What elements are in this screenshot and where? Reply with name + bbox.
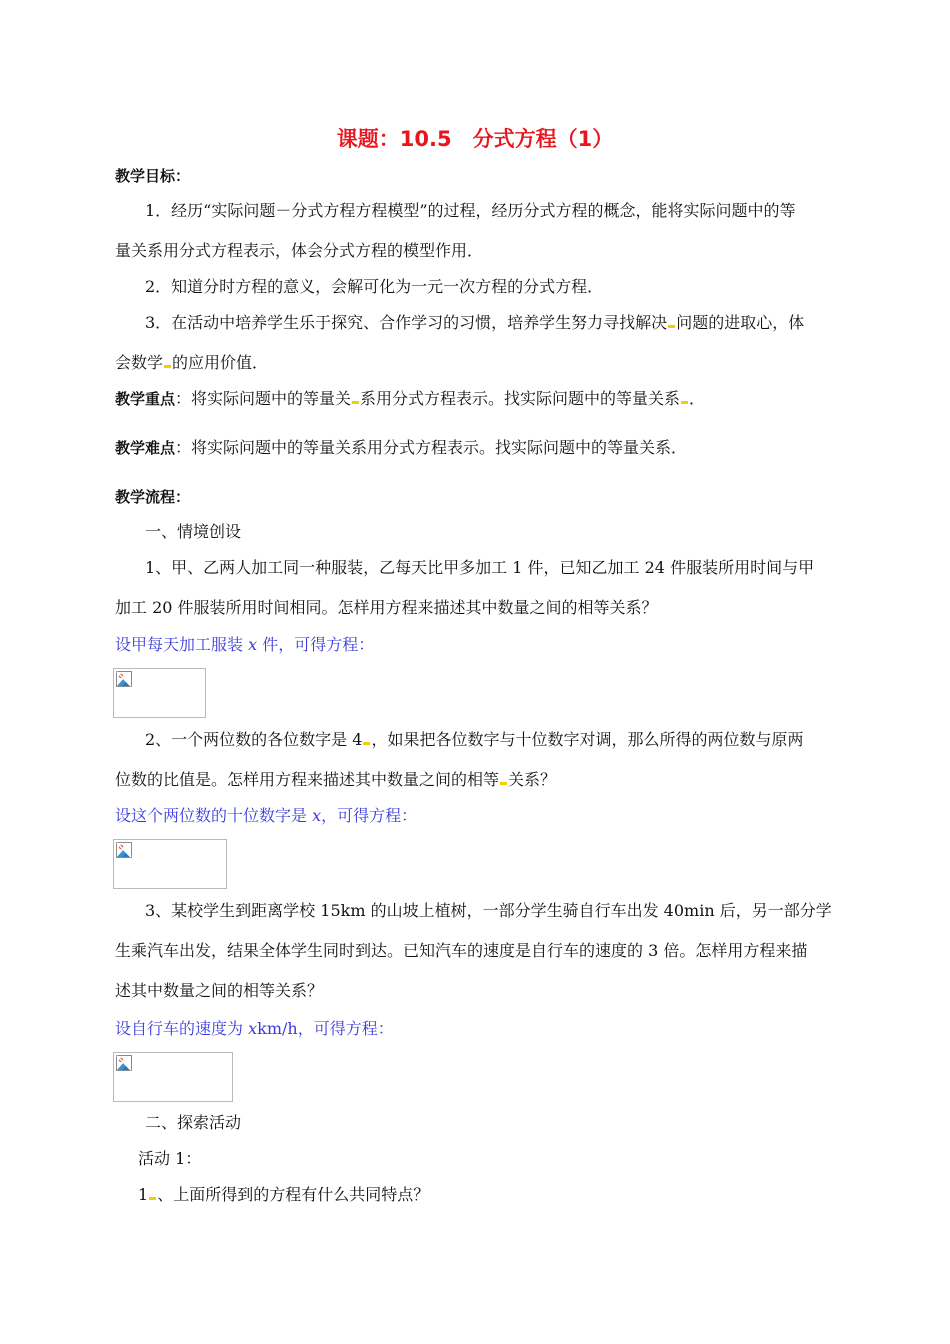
objective-3-text-d: 的应用价值． <box>172 353 269 372</box>
question-3-line-3: 述其中数量之间的相等关系？ <box>115 981 324 1000</box>
key-points-text-c: ． <box>689 389 706 408</box>
key-points-text-b: 系用分式方程表示。找实际问题中的等量关系 <box>360 389 681 408</box>
objective-3-text-c: 会数学 <box>115 353 164 372</box>
edit-mark <box>500 782 507 785</box>
question-2-text-d: 关系？ <box>508 770 557 789</box>
hint-text: km/h，可得方程： <box>257 1019 394 1038</box>
activity-1-question-1 <box>138 1185 429 1205</box>
edit-mark <box>363 742 370 745</box>
key-points-text-a: ：将实际问题中的等量关 <box>175 389 352 408</box>
difficulties-label: 教学难点 <box>115 439 176 457</box>
edit-mark <box>164 365 171 368</box>
equation-image-2 <box>113 839 227 889</box>
page-title: 课题：10.5 分式方程（1） <box>336 127 614 151</box>
objective-3-line-1 <box>145 313 804 333</box>
question-1-line-2: 加工 20 件服装所用时间相同。怎样用方程来描述其中数量之间的相等关系？ <box>115 598 658 617</box>
section-1-heading: 一、情境创设 <box>145 522 242 541</box>
hint-text: 设自行车的速度为 <box>115 1019 249 1038</box>
hint-variable: x <box>312 806 322 825</box>
hint-text: 件，可得方程： <box>257 635 375 654</box>
broken-image-icon <box>116 842 132 858</box>
edit-mark <box>668 325 675 328</box>
objectives-heading: 教学目标： <box>115 167 191 185</box>
question-2-line-2 <box>115 770 556 790</box>
question-1-hint <box>115 635 374 655</box>
objective-1-line-1: 1．经历“实际问题－分式方程方程模型”的过程，经历分式方程的概念，能将实际问题中的等 <box>145 201 796 220</box>
question-1-line-1: 1、甲、乙两人加工同一种服装，乙每天比甲多加工 1 件，已知乙加工 24 件服装所用时间与甲 <box>145 558 815 577</box>
question-2-line-1 <box>145 730 803 750</box>
question-2-hint <box>115 806 417 826</box>
broken-image-icon <box>116 671 132 687</box>
hint-variable: x <box>248 1019 258 1038</box>
question-2-text-b: ，如果把各位数字与十位数字对调，那么所得的两位数与原两 <box>371 730 804 749</box>
question-3-hint <box>115 1019 394 1039</box>
objective-1-line-2: 量关系用分式方程表示，体会分式方程的模型作用． <box>115 241 484 260</box>
hint-text: ，可得方程： <box>321 806 418 825</box>
edit-mark <box>352 401 359 404</box>
activity-1-number: 1 <box>138 1185 149 1204</box>
hint-text: 设甲每天加工服装 <box>115 635 249 654</box>
question-2-text-a: 2、一个两位数的各位数字是 4 <box>145 730 363 749</box>
question-3-line-2: 生乘汽车出发，结果全体学生同时到达。已知汽车的速度是自行车的速度的 3 倍。怎样用方程来描 <box>115 941 808 960</box>
equation-image-3 <box>113 1052 233 1102</box>
process-heading: 教学流程： <box>115 488 191 506</box>
key-points-label: 教学重点 <box>115 390 176 408</box>
key-points <box>115 389 705 409</box>
edit-mark <box>681 401 688 404</box>
difficulties-text: ：将实际问题中的等量关系用分式方程表示。找实际问题中的等量关系． <box>175 438 688 457</box>
edit-mark <box>149 1197 156 1200</box>
objective-3-text-b: 问题的进取心，体 <box>676 313 805 332</box>
equation-image-1 <box>113 668 206 718</box>
difficulties <box>115 438 687 458</box>
activity-1-text: 、上面所得到的方程有什么共同特点？ <box>157 1185 430 1204</box>
activity-1-heading: 活动 1： <box>138 1149 202 1168</box>
objective-3-text-a: 3．在活动中培养学生乐于探究、合作学习的习惯，培养学生努力寻找解决 <box>145 313 668 332</box>
broken-image-icon <box>116 1055 132 1071</box>
question-3-line-1: 3、某校学生到距离学校 15km 的山坡上植树，一部分学生骑自行车出发 40min 后，另一部分学 <box>145 901 832 920</box>
objective-3-line-2 <box>115 353 268 373</box>
section-2-heading: 二、探索活动 <box>145 1113 242 1132</box>
hint-text: 设这个两位数的十位数字是 <box>115 806 313 825</box>
question-2-text-c: 位数的比值是。怎样用方程来描述其中数量之间的相等 <box>115 770 500 789</box>
objective-2: 2．知道分时方程的意义，会解可化为一元一次方程的分式方程． <box>145 277 604 296</box>
hint-variable: x <box>248 635 258 654</box>
